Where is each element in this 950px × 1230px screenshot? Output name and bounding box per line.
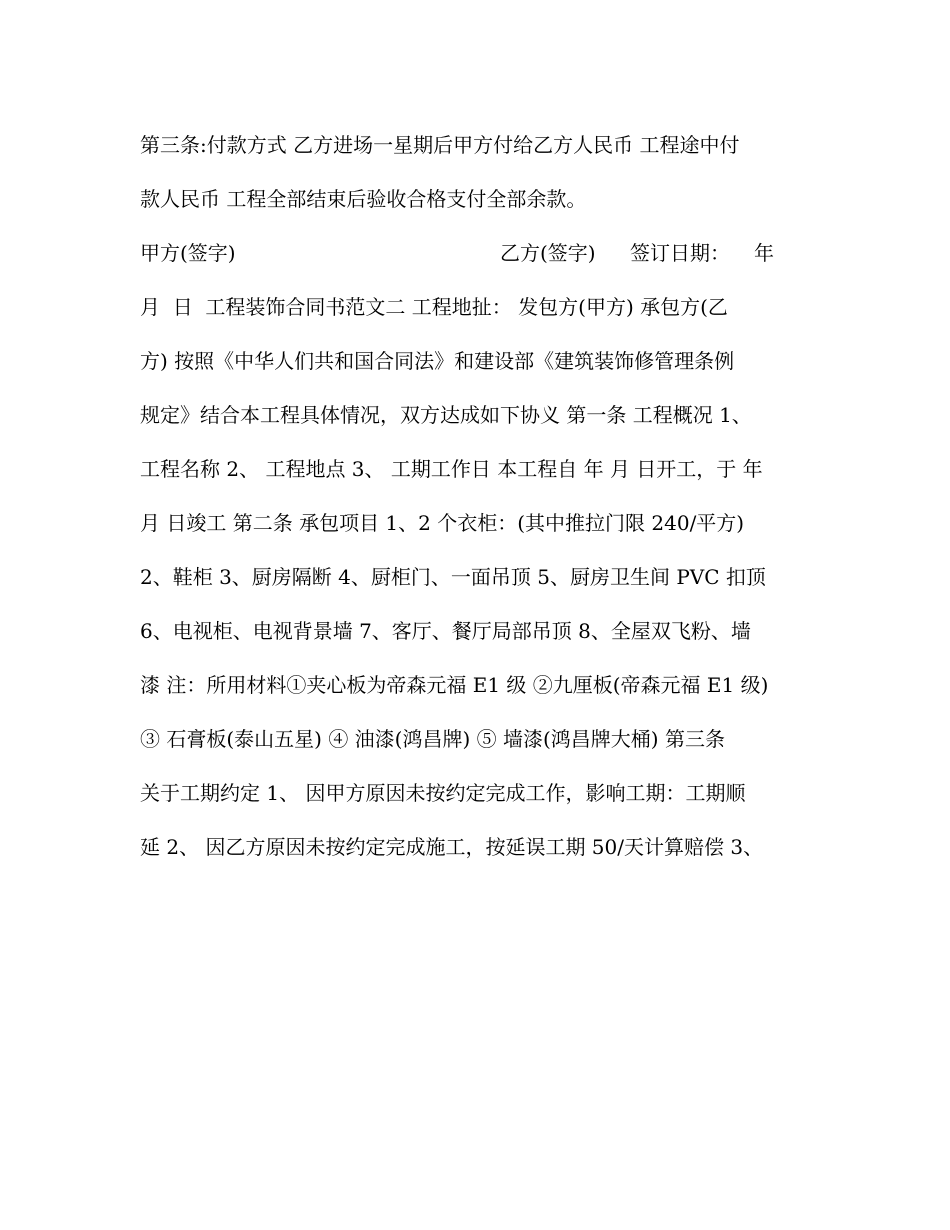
text-line-8: 月 日竣工 第二条 承包项目 1、2 个衣柜：(其中推拉门限 240/平方) xyxy=(140,511,745,535)
contract-text xyxy=(140,118,800,874)
text-line-7: 工程名称 2、 工程地点 3、 工期工作日 本工程自 年 月 日开工，于 年 xyxy=(140,457,763,481)
party-a-signature-label: 甲方(签字) xyxy=(140,241,236,265)
text-line-9: 2、鞋柜 3、厨房隔断 4、厨柜门、一面吊顶 5、厨房卫生间 PVC 扣顶 xyxy=(140,565,766,589)
text-line-6: 规定》结合本工程具体情况，双方达成如下协义 第一条 工程概况 1、 xyxy=(140,403,752,427)
sign-date-year: 年 xyxy=(754,241,774,265)
text-line-12: ③ 石膏板(泰山五星) ④ 油漆(鸿昌牌) ⑤ 墙漆(鸿昌牌大桶) 第三条 xyxy=(140,727,725,751)
text-line-10: 6、电视柜、电视背景墙 7、客厅、餐厅局部吊顶 8、全屋双飞粉、墙 xyxy=(140,619,751,643)
signature-line xyxy=(140,226,800,280)
sign-date-label: 签订日期： xyxy=(630,241,730,265)
party-b-signature-label: 乙方(签字) xyxy=(500,241,596,265)
text-line-14: 延 2、 因乙方原因未按约定完成施工，按延误工期 50/天计算赔偿 3、 xyxy=(140,835,764,859)
text-line-4: 月 日 工程装饰合同书范文二 工程地扯： 发包方(甲方) 承包方(乙 xyxy=(140,295,728,319)
text-line-2: 款人民币 工程全部结束后验收合格支付全部余款。 xyxy=(140,187,587,211)
text-line-13: 关于工期约定 1、 因甲方原因未按约定完成工作，影响工期：工期顺 xyxy=(140,781,746,805)
text-line-5: 方) 按照《中华人们共和国合同法》和建设部《建筑装饰修管理条例 xyxy=(140,349,735,373)
text-line-11: 漆 注：所用材料①夹心板为帝森元福 E1 级 ②九厘板(帝森元福 E1 级) xyxy=(140,673,769,697)
text-line-1: 第三条:付款方式 乙方进场一星期后甲方付给乙方人民币 工程途中付 xyxy=(140,133,740,157)
